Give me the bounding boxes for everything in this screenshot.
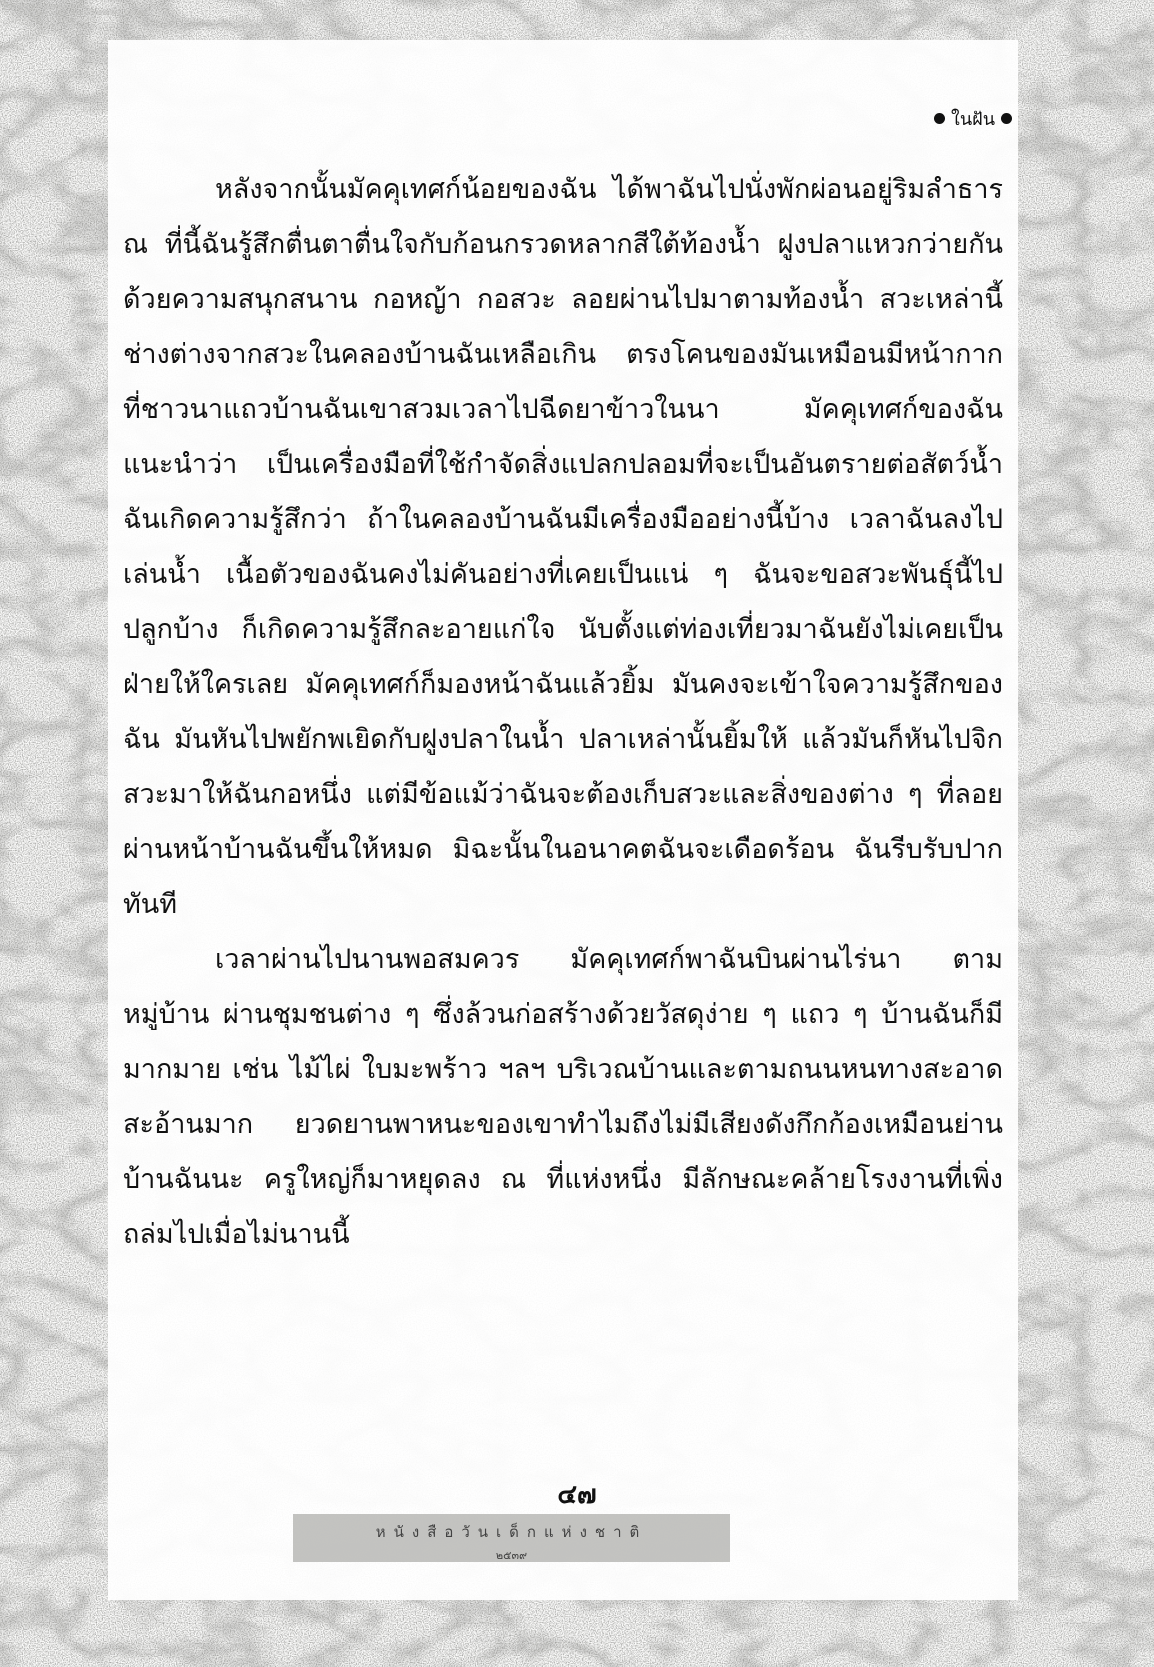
paragraph: หลังจากนั้นมัคคุเทศก์น้อยของฉัน ได้พาฉันไปนั่งพักผ่อนอยู่ริมลำธาร ณ ที่นี้ฉันรู้สึกตื่นตาตื่นใจกับก้อนกรวดหลากสีใต้ท้องน้ำ ฝูงปลาแหวกว่ายกันด้วยความสนุกสนาน กอหญ้า กอสวะ ลอยผ่านไปมาตามท้องน้ำ สวะเหล่านี้ช่างต่างจากสวะในคลองบ้านฉันเหลือเกิน ตรงโคนของมันเหมือนมีหน้ากาก ที่ชาวนาแถวบ้านฉันเขาสวมเวลาไปฉีดยาข้าวในนา มัคคุเทศก์ของฉันแนะนำว่า เป็นเครื่องมือที่ใช้กำจัดสิ่งแปลกปลอมที่จะเป็นอันตรายต่อสัตว์น้ำ ฉันเกิดความรู้สึกว่า ถ้าในคลองบ้านฉันมีเครื่องมืออย่างนี้บ้าง เวลาฉันลงไปเล่นน้ำ เนื้อตัวของฉันคงไม่คันอย่างที่เคยเป็นแน่ ๆ ฉันจะขอสวะพันธุ์นี้ไปปลูกบ้าง ก็เกิดความรู้สึกละอายแก่ใจ นับตั้งแต่ท่องเที่ยวมาฉันยังไม่เคยเป็นฝ่ายให้ใครเลย มัคคุเทศก์ก็มองหน้าฉันแล้วยิ้ม มันคงจะเข้าใจความรู้สึกของฉัน มันหันไปพยักพเยิดกับฝูงปลาในน้ำ ปลาเหล่านั้นยิ้มให้ แล้วมันก็หันไปจิกสวะมาให้ฉันกอหนึ่ง แต่มีข้อแม้ว่าฉันจะต้องเก็บสวะและสิ่งของต่าง ๆ ที่ลอยผ่านหน้าบ้านฉันขึ้นให้หมด มิฉะนั้นในอนาคตฉันจะเดือดร้อน ฉันรีบรับปากทันที bbox=[123, 174, 1003, 920]
bullet-icon bbox=[934, 113, 945, 124]
footer-stamp bbox=[293, 1514, 730, 1562]
bullet-icon bbox=[1001, 113, 1012, 124]
body-text bbox=[123, 162, 1003, 1262]
running-header bbox=[934, 104, 1012, 133]
paragraph: เวลาผ่านไปนานพอสมควร มัคคุเทศก์พาฉันบินผ่านไร่นา ตามหมู่บ้าน ผ่านชุมชนต่าง ๆ ซึ่งล้วนก่อสร้างด้วยวัสดุง่าย ๆ แถว ๆ บ้านฉันก็มีมากมาย เช่น ไม้ไผ่ ใบมะพร้าว ฯลฯ บริเวณบ้านและตามถนนหนทางสะอาดสะอ้านมาก ยวดยานพาหนะของเขาทำไมถึงไม่มีเสียงดังกึกก้องเหมือนย่านบ้านฉันนะ ครูใหญ่ก็มาหยุดลง ณ ที่แห่งหนึ่ง มีลักษณะคล้ายโรงงานที่เพิ่งถล่มไปเมื่อไม่นานนี้ bbox=[123, 944, 1003, 1250]
running-title: ในฝัน bbox=[951, 109, 995, 130]
footer-stamp-title: หนังสือวันเด็กแห่งชาติ bbox=[375, 1523, 648, 1541]
page-number: ๔๗ bbox=[557, 1480, 597, 1510]
footer-stamp-year: ๒๕๓๙ bbox=[495, 1549, 528, 1562]
